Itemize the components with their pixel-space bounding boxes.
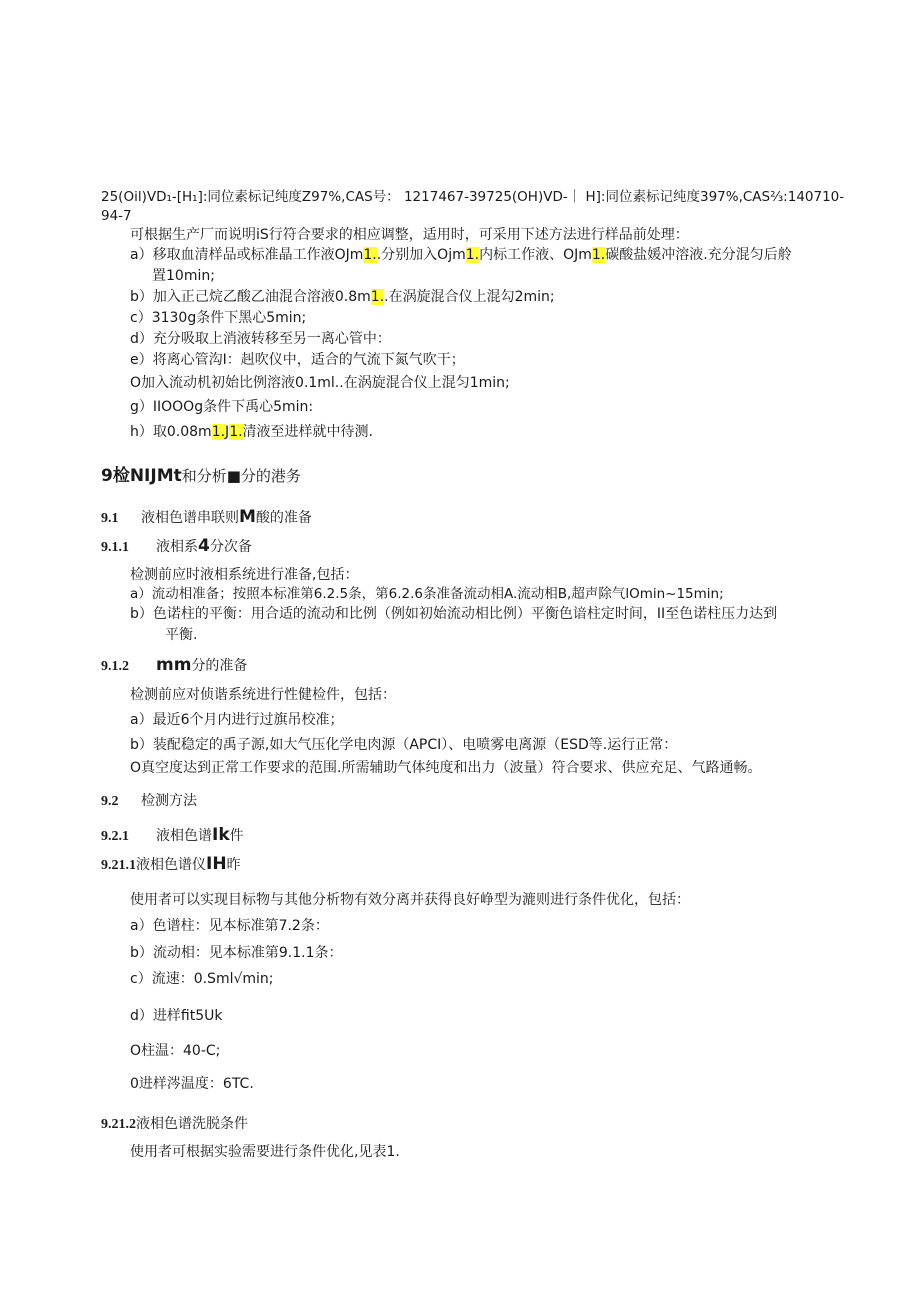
ms-prep-a: a）最近6个月内进行过旗吊校准； [130, 712, 344, 728]
lc-condition-c: c）流速：0.Sml√min; [130, 971, 274, 987]
step-c: c）3130g条件下黑心5min; [130, 310, 307, 326]
step-d: d）充分吸取上消液转移至另一离心管中： [130, 331, 391, 347]
step-h-text-3: 清液至进样就中待测. [242, 424, 373, 440]
step-h-text-1: h）取0.08m [130, 424, 212, 440]
heading-9-2-text: 检测方法 [141, 793, 197, 809]
heading-9-2-number: 9.2 [101, 794, 119, 809]
heading-9-2 [101, 792, 197, 811]
heading-9-1-2-text: 分的准备 [191, 658, 248, 674]
heading-9-2-1-2-number: 9.21.2 [101, 1117, 136, 1132]
ms-prep-intro: 检测前应对侦谐系统进行性健检件，包括： [130, 687, 396, 703]
heading-9-2-1-text-2: 件 [229, 828, 244, 844]
heading-9-2-1-text-1: 液相色谱 [156, 828, 212, 844]
heading-9-1 [101, 508, 312, 528]
lc-condition-a: a）色谱柱：见本标准第7.2条： [130, 918, 329, 934]
lc-condition-f: 0进样涔温度：6TC. [130, 1076, 254, 1092]
lc-condition-b: b）流动相：见本标准第9.1.1条： [130, 945, 343, 961]
lc-condition-e: O柱温：40-C; [130, 1043, 221, 1059]
heading-9-1-bold: M [239, 507, 256, 527]
heading-9-2-1-bold: Ik [212, 825, 230, 845]
heading-9-2-1-1-text-1: 液相色谱仪 [136, 857, 206, 873]
step-a-text-3: 内标工作液、OJm [479, 247, 592, 263]
step-b-text-2: .在涡旋混合仪上混勾2min; [384, 289, 555, 305]
step-a-text-4: 碳酸盐媛冲溶液.充分混匀后舲 [605, 247, 792, 263]
heading-9-1-1-text-1: 液相系 [156, 539, 198, 555]
heading-9-2-1-number: 9.2.1 [101, 829, 129, 844]
heading-9-1-2 [101, 656, 247, 676]
heading-9-2-1-2-text: 液相色谱洗脱条件 [136, 1116, 248, 1132]
ms-prep-b: b）装配稳定的禹子源,如大气压化学电肉源（APCI）、电喷雾电离源（ESD等.运行正常： [130, 737, 678, 753]
step-h-text-2: J [225, 424, 230, 440]
reagent-line-1: 25(Oil)VD₁-[H₁]:同位素标记纯度Z97%,CAS号： 1217467-39725(OH)VD-｜ H]:同位素标记纯度397%,CAS⅔:140710- [101, 189, 845, 205]
step-g: g）IIOOOg条件下禹心5min: [130, 399, 314, 415]
heading-9-1-1-number: 9.1.1 [101, 540, 129, 555]
heading-9-1-1-text-2: 分次备 [209, 539, 252, 555]
highlight-mark: 1. [229, 424, 243, 440]
heading-9-1-2-bold: mm [156, 655, 192, 675]
section-9-heading [101, 467, 301, 485]
reagent-line-2: 94-7 [101, 208, 132, 224]
step-b [130, 288, 555, 306]
heading-9-1-text-2: 酸的准备 [255, 510, 312, 526]
pretreatment-intro: 可根据生产厂而说明iS行符合要求的相应调整，适用时，可采用下述方法进行样品前处理： [130, 227, 689, 243]
highlight-mark: 1. [465, 247, 480, 263]
highlight-mark: 1. [211, 424, 226, 440]
highlight-mark: 1. [363, 247, 377, 263]
heading-9-1-text-1: 液相色谱串联则 [141, 510, 239, 526]
ms-prep-c: O真空度达到正常工作要求的范围.所需辅助气体纯度和出力（波量）符合要求、供应充足、气路通畅。 [130, 760, 762, 776]
section-9-heading-bold: 9检NIJMt [101, 466, 182, 486]
heading-9-2-1-1-bold: IH [206, 854, 227, 874]
step-a-text-2: .分别加入Ojm [376, 247, 466, 263]
step-h [130, 423, 373, 441]
heading-9-1-number: 9.1 [101, 511, 119, 526]
heading-9-2-1 [101, 826, 244, 846]
heading-9-1-1-bold: 4 [198, 536, 210, 556]
lc-prep-b: b）色诺柱的平衡：用合适的流动和比例（例如初始流动相比例）平衡色谙柱定时间，II至色诺柱压力达到 [130, 606, 778, 622]
lc-condition-d: d）进样fit5Uk [130, 1008, 223, 1024]
lc-prep-intro: 检测前应时液相系统进行准备,包括： [130, 567, 359, 583]
heading-9-2-1-1 [101, 855, 241, 875]
heading-9-2-1-1-text-2: 昨 [226, 857, 241, 873]
heading-9-2-1-2 [101, 1115, 248, 1134]
lc-prep-b-cont: 平衡. [165, 627, 198, 643]
heading-9-2-1-1-number: 9.21.1 [101, 858, 136, 873]
heading-9-1-2-number: 9.1.2 [101, 659, 129, 674]
lc-prep-a: a）流动相准备；按照本标准第6.2.5条，第6.2.6条准备流动相A.流动相B,超声除气lOmin~15min; [130, 586, 724, 602]
section-9-heading-text: 和分析■分的港务 [181, 467, 301, 485]
step-a-cont: 置10min; [152, 268, 215, 284]
step-e: e）将离心管沟I：赳吹仪中，适合的气流下氮气吹干； [130, 352, 465, 368]
highlight-mark: 1. [591, 247, 606, 263]
elution-intro: 使用者可根据实验需要进行条件优化,见表1. [130, 1144, 400, 1160]
highlight-mark: 1. [370, 289, 385, 305]
heading-9-1-1 [101, 537, 252, 557]
step-f: O加入流动机初始比例溶液0.1ml..在涡旋混合仪上混匀1min; [130, 375, 510, 391]
step-a [130, 246, 792, 264]
step-b-text-1: b）加入正己烷乙酸乙油混合溶液0.8m [130, 289, 371, 305]
step-a-text-1: a）移取血清样品或标准晶工作液OJm [130, 247, 364, 263]
lc-condition-intro: 使用者可以实现目标物与其他分析物有效分离并获得良好峥型为漉则进行条件优化，包括： [130, 892, 690, 908]
